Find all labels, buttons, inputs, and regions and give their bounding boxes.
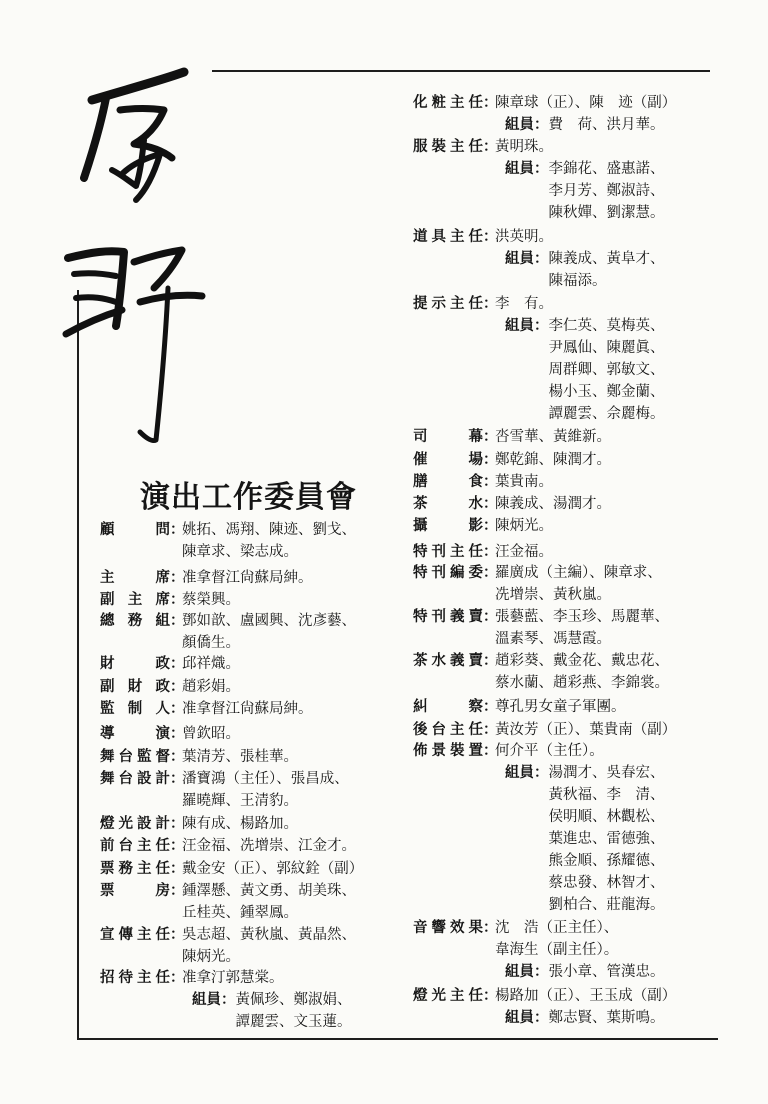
left-entry [100, 880, 356, 924]
role-label-text: 主 席 [100, 569, 170, 586]
member-line: 丘桂英、鍾翠鳳。 [182, 905, 298, 921]
member-line: 准拿汀郭慧棠。 [182, 970, 284, 986]
member-line: 趙彩葵、戴金花、戴忠花、 [495, 653, 669, 669]
sub-group [505, 248, 665, 292]
sub-group-label: 組員： [505, 160, 549, 177]
sub-member-line: 侯明順、林觀松、 [548, 809, 665, 825]
sub-member-line: 譚麗雲、文玉蓮。 [235, 1014, 352, 1030]
role-label: 招待主任 ： [100, 967, 182, 989]
member-line: 李 有。 [495, 296, 553, 312]
left-entry [100, 813, 298, 835]
right-entry [413, 696, 626, 718]
role-label: 票 房 ： [100, 880, 182, 902]
sub-member-line: 周群卿、郭敏文、 [548, 362, 665, 378]
role-label-text: 招待主任 [100, 969, 170, 986]
left-entry [100, 589, 240, 611]
role-label: 宣傳主任 ： [100, 924, 182, 946]
member-line: 洪英明。 [495, 229, 553, 245]
role-label: 特刊編委 ： [413, 562, 495, 584]
sub-group-label: 組員： [505, 963, 549, 980]
member-line: 鄭乾錦、陳潤才。 [495, 452, 611, 468]
sub-member-line: 劉柏合、莊龍海。 [548, 897, 665, 913]
member-line: 趙彩娟。 [182, 679, 240, 695]
sub-group-label: 組員： [505, 116, 549, 133]
role-label-text: 票務主任 [100, 860, 170, 877]
member-line: 陳義成、湯潤才。 [495, 496, 611, 512]
member-line: 鄧如歆、盧國興、沈彥藝、 [182, 613, 356, 629]
member-line: 汪金福、冼增崇、江金才。 [182, 838, 356, 854]
member-line: 韋海生（副主任）。 [495, 942, 619, 958]
role-label-text: 特刊主任 [413, 543, 483, 560]
role-label-text: 顧 問 [100, 521, 170, 538]
sub-member-line: 譚麗雲、佘麗梅。 [548, 406, 665, 422]
role-label: 佈景裝置 ： [413, 740, 495, 762]
member-line: 何介平（主任）。 [495, 743, 604, 759]
member-line: 陳炳光。 [495, 518, 553, 534]
member-line: 蔡榮興。 [182, 592, 240, 608]
role-label-text: 司 幕 [413, 428, 483, 445]
left-entry [100, 567, 313, 589]
role-label-text: 票 房 [100, 882, 170, 899]
role-label-text: 催 場 [413, 451, 483, 468]
sub-member-line: 陳義成、黃阜才、 [548, 251, 665, 267]
role-label-text: 舞台監督 [100, 748, 170, 765]
left-entry [100, 967, 352, 1033]
role-label-text: 服裝主任 [413, 138, 483, 155]
role-label-text: 財 政 [100, 655, 170, 672]
role-label: 副主席 ： [100, 589, 182, 611]
member-line: 邱祥熾。 [182, 656, 240, 672]
sub-member-line: 尹鳳仙、陳麗眞、 [548, 340, 665, 356]
role-label-text: 後台主任 [413, 721, 483, 738]
sub-member-line: 李錦花、盛惠諾、 [548, 161, 665, 177]
role-label-text: 前台主任 [100, 837, 170, 854]
member-line: 沈 浩（正主任）、 [495, 920, 619, 936]
member-line: 准拿督江尙蘇局紳。 [182, 701, 313, 717]
left-entry [100, 653, 240, 675]
role-label: 燈光設計 ： [100, 813, 182, 835]
sub-member-line: 陳福添。 [548, 273, 607, 289]
member-line: 蔡水蘭、趙彩燕、李錦裳。 [495, 675, 669, 691]
role-label: 特刊主任 ： [413, 541, 495, 563]
role-label: 舞台設計 ： [100, 768, 182, 790]
member-line: 顏僑生。 [182, 635, 240, 651]
sub-group-label: 組員： [505, 764, 549, 781]
right-entry [413, 92, 676, 136]
sub-member-line: 李仁英、莫梅英、 [548, 318, 665, 334]
role-label: 司 幕 ： [413, 426, 495, 448]
member-line: 羅廣成（主編）、陳章求、 [495, 565, 662, 581]
member-line: 黃明珠。 [495, 139, 553, 155]
member-line: 葉貴南。 [495, 474, 553, 490]
left-entry [100, 676, 240, 698]
sub-member-line: 湯潤才、吳春宏、 [548, 765, 665, 781]
role-label: 糾 察 ： [413, 696, 495, 718]
role-label-text: 燈光主任 [413, 987, 483, 1004]
role-label: 顧 問 ： [100, 519, 182, 541]
sub-group [505, 158, 665, 224]
role-label-text: 副主席 [100, 591, 170, 608]
left-entry [100, 519, 356, 563]
member-line: 葉清芳、張桂華。 [182, 749, 298, 765]
member-line: 冼增崇、黃秋嵐。 [495, 587, 611, 603]
sub-member-line: 鄭志賢、葉斯鳴。 [548, 1010, 665, 1026]
role-label-text: 化粧主任 [413, 94, 483, 111]
role-label-text: 攝 影 [413, 517, 483, 534]
role-label-text: 糾 察 [413, 698, 483, 715]
role-label-text: 燈光設計 [100, 815, 170, 832]
member-line: 曾欽昭。 [182, 726, 240, 742]
left-entry [100, 746, 298, 768]
role-label-text: 音響效果 [413, 919, 483, 936]
member-line: 黃汝芳（正）、葉貴南（副） [495, 722, 677, 738]
left-entry [100, 858, 363, 880]
sub-group [505, 315, 665, 425]
right-entry [413, 426, 611, 448]
role-label: 攝 影 ： [413, 515, 495, 537]
role-label-text: 特刊義賣 [413, 608, 483, 625]
role-label: 財 政 ： [100, 653, 182, 675]
role-label: 音響效果 ： [413, 917, 495, 939]
role-label-text: 特刊編委 [413, 564, 483, 581]
left-entry [100, 768, 349, 812]
left-entry [100, 723, 240, 745]
member-line: 陳章求、梁志成。 [182, 544, 298, 560]
right-entry [413, 136, 665, 224]
role-label: 服裝主任 ： [413, 136, 495, 158]
role-label: 特刊義賣 ： [413, 606, 495, 628]
member-line: 尊孔男女童子軍團。 [495, 699, 626, 715]
role-label-text: 道具主任 [413, 228, 483, 245]
sub-group [505, 114, 676, 136]
role-label: 監制人 ： [100, 698, 182, 720]
role-label: 提示主任 ： [413, 293, 495, 315]
member-line: 羅曉輝、王清豹。 [182, 793, 298, 809]
sub-group [505, 1007, 676, 1029]
role-label: 主 席 ： [100, 567, 182, 589]
role-label: 膳 食 ： [413, 471, 495, 493]
right-entry [413, 740, 665, 916]
top-rule [212, 70, 710, 72]
member-line: 戴金安（正）、郭紋銓（副） [182, 861, 364, 877]
sub-member-line: 蔡忠發、林智才、 [548, 875, 665, 891]
right-entry [413, 719, 676, 741]
role-label-text: 舞台設計 [100, 770, 170, 787]
role-label: 副財政 ： [100, 676, 182, 698]
left-entry [100, 835, 356, 857]
sub-member-line: 黃秋福、李 清、 [548, 787, 665, 803]
right-entry [413, 562, 662, 606]
role-label-text: 佈景裝置 [413, 742, 483, 759]
right-entry [413, 471, 553, 493]
section-heading: 演出工作委員會 [140, 480, 357, 515]
role-label-text: 膳 食 [413, 473, 483, 490]
sub-member-line: 熊金順、孫耀德、 [548, 853, 665, 869]
right-entry [413, 606, 669, 650]
member-line: 陳章球（正）、陳 迹（副） [495, 95, 677, 111]
role-label: 茶 水 ： [413, 493, 495, 515]
left-entry [100, 610, 356, 654]
sub-member-line: 李月芳、鄭淑詩、 [548, 183, 665, 199]
right-entry [413, 515, 553, 537]
left-entry [100, 698, 313, 720]
role-label: 前台主任 ： [100, 835, 182, 857]
left-entry [100, 924, 356, 968]
sub-member-line: 張小章、管漢忠。 [548, 964, 665, 980]
member-line: 呇雪華、黃維新。 [495, 429, 611, 445]
role-label: 舞台監督 ： [100, 746, 182, 768]
member-line: 姚拓、馮翔、陳迹、劉戈、 [182, 522, 356, 538]
sub-member-line: 陳秋嬋、劉潔慧。 [548, 205, 665, 221]
sub-group [505, 961, 665, 983]
role-label: 導 演 ： [100, 723, 182, 745]
sub-group-label: 組員： [192, 991, 236, 1008]
right-entry [413, 449, 611, 471]
sub-group [505, 762, 665, 916]
role-label-text: 宣傳主任 [100, 926, 170, 943]
role-label: 茶水義賣 ： [413, 650, 495, 672]
right-entry [413, 541, 553, 563]
member-line: 汪金福。 [495, 544, 553, 560]
role-label-text: 導 演 [100, 725, 170, 742]
role-label: 後台主任 ： [413, 719, 495, 741]
member-line: 鍾澤懸、黃文勇、胡美珠、 [182, 883, 356, 899]
role-label-text: 茶水義賣 [413, 652, 483, 669]
right-entry [413, 985, 676, 1029]
member-line: 陳炳光。 [182, 949, 240, 965]
member-line: 潘寶鴻（主任）、張昌成、 [182, 771, 349, 787]
calligraphy-title-logo [62, 62, 212, 447]
role-label: 催 場 ： [413, 449, 495, 471]
member-line: 張藝藍、李玉珍、馬麗華、 [495, 609, 669, 625]
right-entry [413, 226, 665, 292]
role-label-text: 監制人 [100, 700, 170, 717]
member-line: 溫素琴、馮慧霞。 [495, 631, 611, 647]
right-entry [413, 650, 669, 694]
sub-member-line: 黃佩珍、鄭淑娟、 [235, 992, 352, 1008]
role-label: 化粧主任 ： [413, 92, 495, 114]
sub-member-line: 費 荷、洪月華。 [548, 117, 665, 133]
sub-group [192, 989, 352, 1033]
member-line: 准拿督江尙蘇局紳。 [182, 570, 313, 586]
sub-member-line: 葉進忠、雷德強、 [548, 831, 665, 847]
right-entry [413, 293, 665, 425]
sub-group-label: 組員： [505, 1009, 549, 1026]
role-label-text: 副財政 [100, 678, 170, 695]
role-label-text: 總務組 [100, 612, 170, 629]
member-line: 吳志超、黃秋嵐、黃晶然、 [182, 927, 356, 943]
role-label-text: 提示主任 [413, 295, 483, 312]
bottom-rule [78, 1038, 718, 1040]
role-label: 票務主任 ： [100, 858, 182, 880]
member-line: 陳有成、楊路加。 [182, 816, 298, 832]
role-label-text: 茶 水 [413, 495, 483, 512]
role-label: 燈光主任 ： [413, 985, 495, 1007]
role-label: 總務組 ： [100, 610, 182, 632]
sub-group-label: 組員： [505, 250, 549, 267]
sub-group-label: 組員： [505, 317, 549, 334]
member-line: 楊路加（正）、王玉成（副） [495, 988, 677, 1004]
right-entry [413, 917, 665, 983]
right-entry [413, 493, 611, 515]
sub-member-line: 楊小玉、鄭金蘭、 [548, 384, 665, 400]
role-label: 道具主任 ： [413, 226, 495, 248]
